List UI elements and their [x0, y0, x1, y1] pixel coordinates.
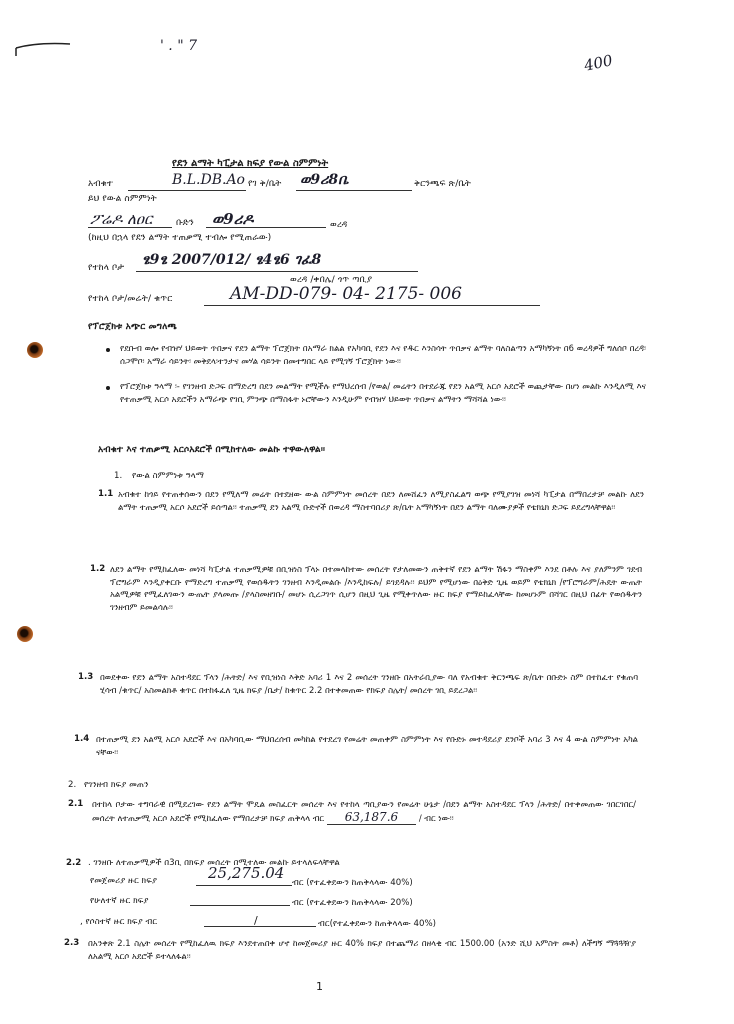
bullet-dot	[106, 386, 110, 390]
page-number: 1	[316, 980, 323, 993]
item-1-1-text: አብቁተ ከጎይ የተጠቀሰውን በደን የሚለማ መሬት በተደዘው ውል ስምምነት መሰረት በደን ለመሸፈን ለሚያስፈልግ ወጭ የሚያገዝ መነሻ ካፒታል በማበረታቻ መልኩ ለደን ልማት ተጠቃሚ አርሶ አደሮች ይሰጣል፡፡ ተጠቃሚ ደን አልሚ ቡድኖች በወረዳ ማስተባበሪያ ጽ/ቤት አማካኝነት በደን ልማት ባለሙያዎች የቴክኒክ ድጋፍ ይደረግላቸዋል፡፡	[118, 489, 644, 512]
item-2-3-number: 2.3	[64, 938, 80, 948]
row3-mid: ቡድን	[176, 217, 194, 228]
corner-stroke-marks: ' . " 7	[160, 38, 197, 54]
field-line	[204, 305, 540, 306]
punch-hole	[27, 342, 43, 358]
row5-value: ፄ9ፄ 2007/012/ ፄ4ፄ6 ገፈ8	[142, 252, 322, 268]
field-line	[296, 190, 412, 191]
second-round-label: የሁለተኛ ዙር ክፍያ	[90, 896, 149, 906]
row1-label: አብቁተ	[88, 178, 114, 189]
row5-label: የተከላ ቦታ	[88, 262, 125, 273]
row2-label: ይህ የውል ስምምነት	[88, 193, 157, 204]
bullet-project-goal: የፕሮጀክቱ ዓላማ ፡- የገንዘብ ድጋፍ በማድረግ በደን መልማት የሚችሉ የማህረሰብ /የወል/ መሬትን በተደራጁ የደን አልሚ አርሶ አደሮች ወጪታቸው በሆነ መልኩ እንዲለሚ እና የተጠቃሚ አርሶ አደሮችን አማራጭ የገቢ ምንጭ በማስፋት ኑሮቸውን እንዲሁም የብዝሃ ህይወት ጥበቃና ልማትን ማሻሻል ነው፡፡	[120, 381, 646, 404]
item-1-1-number: 1.1	[98, 489, 114, 499]
page-ref-number: 400	[582, 51, 615, 75]
section1-number: 1.	[114, 471, 123, 481]
field-line	[204, 926, 316, 927]
item-1-2-text: ለደን ልማት የሚከፈለው መነሻ ካፒታል ተጠቃሚዎቹ በቢዝነስ ፕላኑ በተመላከተው መሰረት የታለመውን ጠቅተኛ የደን ልማት ሽፋን ማስቀም እንደ በቶሉ እና ያለምንም ገደብ ፕሮግራም እንዲያቀርቡ የማድረግ ተጠቃሚ የወሰዱትን ገንዘብ እንዲመልሱ /እንዲከፍሉ/ ይገደዳሉ፡፡ ይህም የሚሆነው በዕቅድ ጊዜ ወይም የቴክኒክ /የፕሮግራም/ሕዴት ውጤት አልሚዎቹ የሚፈለገውን ውጤት ያላመጡ /ያላስመዘገቡ/ መሆኑ ሲረጋገጥ ሲሆን በዚህ ጊዜ የሚቀጥለው ዙር ክፍያ የማይከፈላቸው ከመሆኑም በሻገር በዚህ በፊት የወሰዱትን ገንዘብም ይመልሳሉ፡፡	[110, 564, 642, 612]
row3-value: ፖሬዶ ለዐር	[90, 210, 153, 228]
item-1-2-number: 1.2	[90, 564, 106, 574]
row1-mid: የገ ቅ/ቤት	[248, 178, 282, 189]
agreement-intro: አብቁተ እና ተጠቃሚ አርሶአደሮች በሚከተለው መልኩ ተዋውለዋል፡፡	[98, 444, 326, 455]
punch-hole	[17, 626, 33, 642]
field-line	[190, 905, 290, 906]
document-title: የደን ልማት ካፒታል ክፍያ የውል ስምምነት	[172, 158, 329, 169]
row1-value2: ወ9ሪ8ቤ	[300, 172, 349, 188]
item-2-1-text	[92, 798, 636, 824]
item-2-1-text-b: / ብር ነው፡፡	[418, 812, 454, 823]
row3-value2: ወ9ሪዶ	[212, 210, 254, 228]
row6-value: AM-DD-079- 04- 2175- 006	[230, 284, 462, 304]
bullet-project-description: የደቡብ ወሎ የብዝሃ ህይወት ጥበቃና የደን ልማት ፕሮጀክት በአማራ ክልል የአካባቢ የደን እና የዱር እንስሳት ጥበቃና ልማት ባለስልጣን አማካኝነት በ6 ወረዳዎች ግለሰቦ በረዳ፡ ሰጋሞቦ፡ አማራ ሳይንት፡ መቅደላ፡ተንታና መሃል ሳይንት በመተግበር ላይ የሚገኝ ፕሮጀክት ነው፡፡	[120, 343, 646, 366]
first-round-tail: ብር (የተፈቀደውን ከጠቅላላው 40%)	[292, 878, 413, 888]
row1-suffix: ቅርንጫፍ ጽ/ቤት	[414, 178, 471, 189]
item-1-4-number: 1.4	[74, 734, 90, 744]
first-round-label: የመጀመሪያ ዙር ክፍያ	[90, 876, 158, 886]
item-1-4-text: በተጠቃሚ ደን አልሚ አርሶ አደሮች እና በአካባቢው ማህበረሰብ መካከል የተደረገ የመሬት መጠቀም ስምምነት እና የቡድኑ መተዳደሪያ ደንቦች አባሪ 3 እና 4 ውል ስምምነት አካል ናቸው፡፡	[96, 734, 638, 757]
bullet-dot	[106, 348, 110, 352]
section2-number: 2.	[68, 780, 77, 790]
row5-note: ወረዳ /ቀበሌ/ ጎጥ ጣቢያ	[290, 274, 373, 285]
row4-note: (ከዚህ በኋላ የደን ልማት ተጠቃሚ ተብሎ የሚጠራው)	[88, 232, 272, 243]
item-2-1-text-a: በተከላ ቦታው ተግባራዊ በሚደረገው የደን ልማት ሞዴል መስፈርት መሰረት እና የተከላ ጣቢያውን የመሬት ሁኔታ /በደን ልማት አስተዳደር ፕላን /ሕትድ/ በተቀመጠው ገበርገበር/ መሰረት ለተጠቃሚ አርሶ አደሮች የሚከፈለው የማበረታቻ ክፍያ ጠቅላላ ብር	[92, 799, 636, 823]
item-2-3-text: በአንቀጽ 2.1 ስሌት መሰረት የሚከፈለዉ ክፍያ እንደተጠበቀ ሆኖ ከመጀመሪያ ዙር 40% ክፍያ በተጨማሪ በዘላቂ ብር 1500.00 (አንድ ሺህ አምስት መቶ) ለችግኝ ማጓጓዥያ ለአልሚ አርሶ አደሮች ይተላለፋል፡፡	[88, 938, 636, 961]
first-round-amount: 25,275.04	[208, 864, 285, 882]
field-line	[128, 190, 246, 191]
second-round-tail: ብር (የተፈቀደውን ከጠቅላላው 20%)	[292, 898, 413, 908]
field-line	[196, 885, 292, 886]
section1-heading: የውል ስምምነቱ ዓላማ	[132, 471, 205, 481]
pen-mark	[8, 34, 78, 64]
item-1-3-number: 1.3	[78, 672, 94, 682]
item-1-3-text: በወደቀው የደን ልማት አስተዳደር ፕላን /ሕትድ/ እና የቢዝነስ እቅድ አባሪ 1 እና 2 መሰረት ገንዘቡ በአትራቢያው ባለ የአብቁተ ቅርንጫፍ ጽ/ቤት በቡድኑ ስም በተከፈተ የቁጠባ ሂሳብ /ቁጥር/ አስመልክቶ ቁጥር በተከፋፈለ ጊዜ ክፍያ /ቤታ/ ከቁጥር 2.2 በተቀመጠው የክፍያ ስሌት/ መሰረት ገቢ ይደረጋል፡፡	[100, 672, 638, 695]
third-round-label: , የሶስተኛ ዙር ክፍያ ብር	[80, 917, 158, 927]
slash-mark: /	[254, 914, 258, 927]
item-2-1-number: 2.1	[68, 799, 84, 809]
field-line	[136, 271, 418, 272]
third-round-tail: ብር(የተፈቀደውን ከጠቅላላው 40%)	[318, 919, 436, 929]
row3-suffix: ወረዳ	[330, 219, 348, 230]
row1-value: B.L.DB.Ao	[172, 172, 245, 188]
section2-heading: የገንዘብ ክፍያ መጠን	[84, 780, 149, 790]
row6-label: የተከላ ቦታ/መሬት/ ቁጥር	[88, 293, 173, 304]
project-summary-heading: የፕሮጀክቱ አጭር መግለጫ	[88, 321, 177, 332]
total-amount: 63,187.6	[327, 810, 416, 825]
item-2-2-number: 2.2	[66, 858, 82, 868]
item-2-2-lead: . ገንዘቡ ለተጠቃሚዎች በ3ቢ በክፍያ መሰረት በሚተለው መልኩ ይተላለፍላቸዋል	[88, 858, 340, 868]
